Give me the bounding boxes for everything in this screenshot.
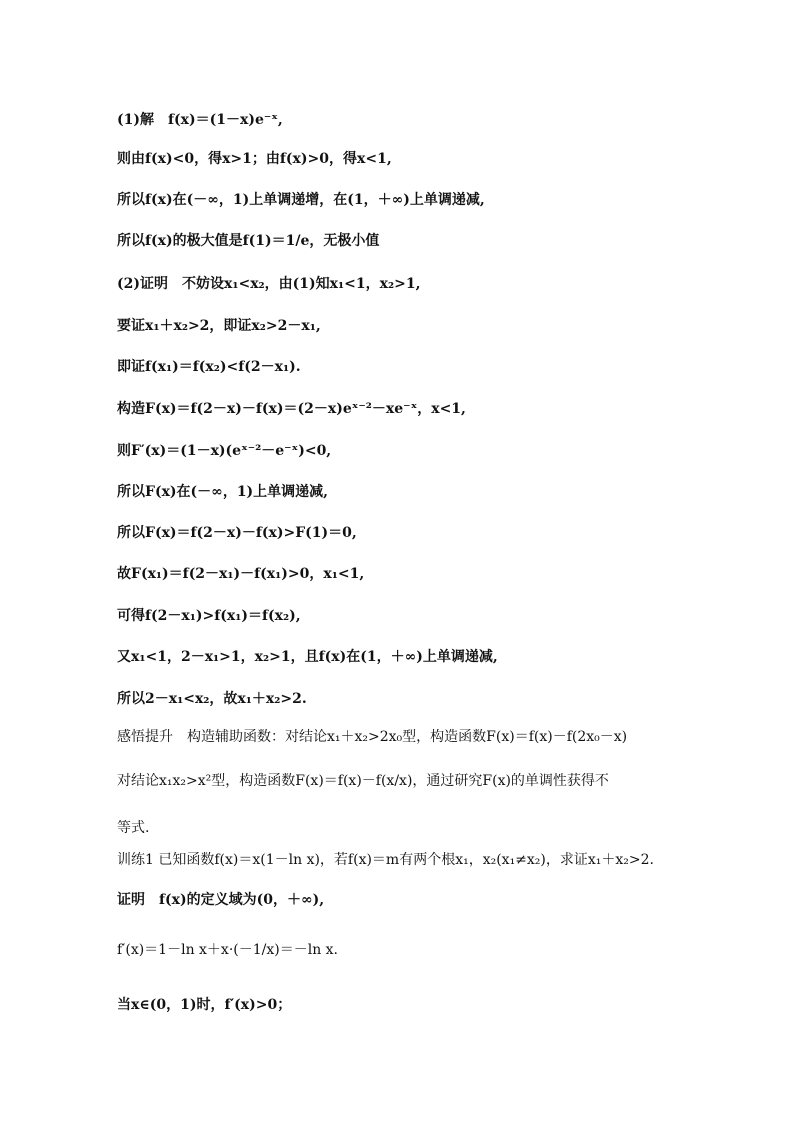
text-line-12: 故F(x₁)＝f(2－x₁)－f(x₁)>0，x₁<1, bbox=[117, 566, 365, 582]
text-line-19: 训练1 已知函数f(x)＝x(1－ln x)，若f(x)＝m有两个根x₁，x₂(x₁≠x₂)，求证x₁＋x₂>2. bbox=[117, 852, 654, 868]
text-line-13: 可得f(2－x₁)>f(x₁)＝f(x₂), bbox=[117, 608, 301, 624]
text-line-22: 当x∈(0，1)时，f′(x)>0； bbox=[117, 997, 292, 1013]
text-line-16: 感悟提升 构造辅助函数：对结论x₁＋x₂>2x₀型，构造函数F(x)＝f(x)－f(2x₀－x) bbox=[117, 729, 628, 745]
text-line-2: 则由f(x)<0，得x>1；由f(x)>0，得x<1, bbox=[117, 151, 392, 167]
text-line-5: (2)证明 不妨设x₁<x₂，由(1)知x₁<1，x₂>1, bbox=[117, 276, 421, 292]
text-line-17: 对结论x₁x₂>x²型，构造函数F(x)＝f(x)－f(x/x)，通过研究F(x)的单调性获得不 bbox=[117, 773, 609, 789]
text-line-11: 所以F(x)＝f(2－x)－f(x)>F(1)＝0, bbox=[117, 525, 357, 541]
text-line-1: (1)解 f(x)＝(1－x)e⁻ˣ, bbox=[117, 112, 283, 128]
text-line-6: 要证x₁＋x₂>2，即证x₂>2－x₁, bbox=[117, 318, 321, 334]
text-line-18: 等式. bbox=[117, 820, 150, 836]
text-line-10: 所以F(x)在(－∞，1)上单调递减, bbox=[117, 484, 329, 500]
text-line-4: 所以f(x)的极大值是f(1)＝1/e，无极小值 bbox=[117, 233, 380, 249]
text-line-20: 证明 f(x)的定义域为(0，＋∞), bbox=[117, 892, 325, 908]
text-line-3: 所以f(x)在(－∞，1)上单调递增，在(1，＋∞)上单调递减, bbox=[117, 192, 485, 208]
text-line-15: 所以2－x₁<x₂，故x₁＋x₂>2. bbox=[117, 691, 307, 707]
text-line-14: 又x₁<1，2－x₁>1，x₂>1，且f(x)在(1，＋∞)上单调递减, bbox=[117, 649, 498, 665]
text-line-9: 则F′(x)＝(1－x)(eˣ⁻²－e⁻ˣ)<0, bbox=[117, 443, 332, 459]
text-line-21: f′(x)＝1－ln x＋x·(－1/x)＝－ln x. bbox=[117, 942, 339, 958]
text-line-8: 构造F(x)＝f(2－x)－f(x)＝(2－x)eˣ⁻²－xe⁻ˣ，x<1, bbox=[117, 401, 466, 417]
text-line-7: 即证f(x₁)＝f(x₂)<f(2－x₁). bbox=[117, 359, 301, 375]
